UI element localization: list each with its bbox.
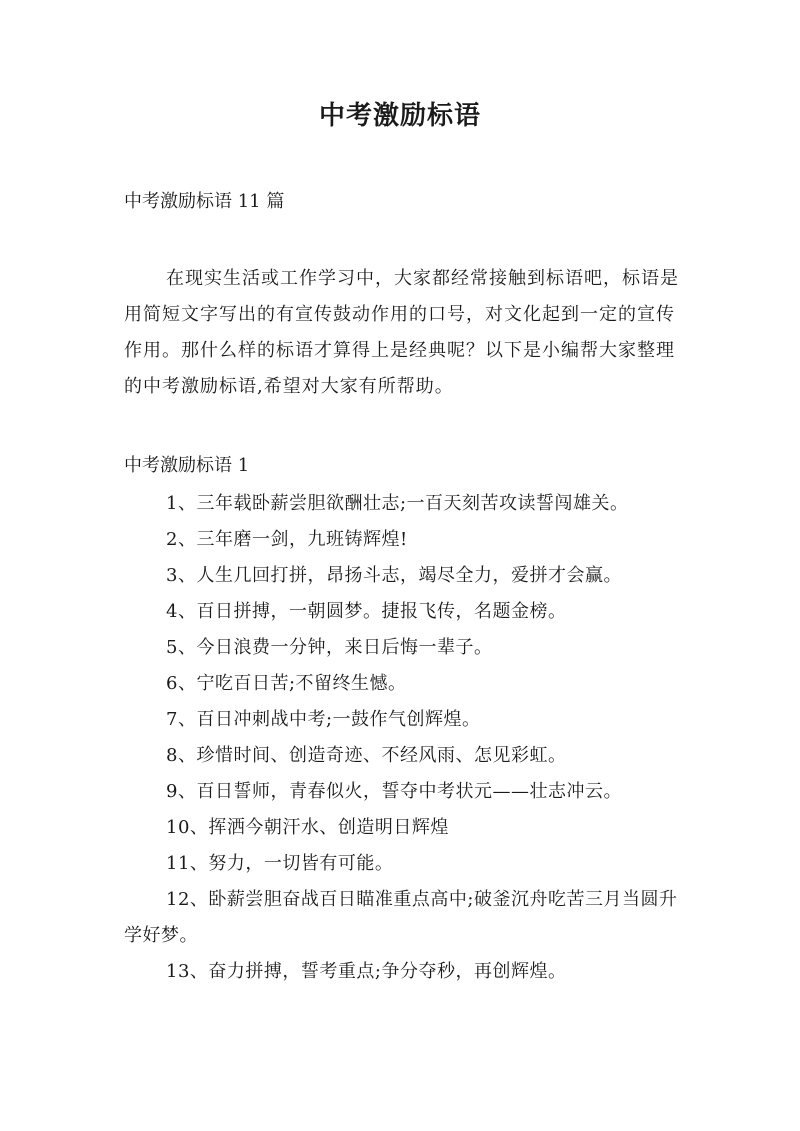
slogan-item: 9、百日誓师，青春似火，誓夺中考状元——壮志冲云。 — [166, 781, 622, 802]
document-subtitle: 中考激励标语 11 篇 — [124, 191, 285, 212]
slogan-item: 4、百日拼搏，一朝圆梦。捷报飞传，名题金榜。 — [166, 601, 567, 622]
section-heading: 中考激励标语 1 — [124, 455, 250, 476]
slogan-item: 3、人生几回打拼，昂扬斗志，竭尽全力，爱拼才会赢。 — [166, 565, 622, 586]
slogan-item: 12、卧薪尝胆奋战百日瞄准重点高中;破釜沉舟吃苦三月当圆升学好梦。 — [124, 889, 678, 946]
slogan-list — [124, 486, 686, 990]
document-title: 中考激励标语 — [318, 101, 481, 131]
slogan-item: 5、今日浪费一分钟，来日后悔一辈子。 — [166, 637, 493, 658]
slogan-item: 1、三年载卧薪尝胆欲酬壮志;一百天刻苦攻读誓闯雄关。 — [166, 493, 629, 514]
slogan-item: 8、珍惜时间、创造奇迹、不经风雨、怎见彩虹。 — [166, 745, 567, 766]
intro-paragraph: 在现实生活或工作学习中，大家都经常接触到标语吧，标语是用简短文字写出的有宣传鼓动作用的口号，对文化起到一定的宣传作用。那什么样的标语才算得上是经典呢？以下是小编帮大家整理的中考激励标语,希望对大家有所帮助。 — [124, 268, 679, 397]
slogan-item: 6、宁吃百日苦;不留终生憾。 — [166, 673, 407, 694]
slogan-item: 10、挥洒今朝汗水、创造明日辉煌 — [166, 817, 449, 838]
slogan-item: 2、三年磨一剑，九班铸辉煌! — [166, 529, 408, 550]
slogan-item: 7、百日冲刺战中考;一鼓作气创辉煌。 — [166, 709, 481, 730]
slogan-item: 11、努力，一切皆有可能。 — [166, 853, 394, 874]
slogan-item: 13、奋力拼搏，誓考重点;争分夺秒，再创辉煌。 — [166, 961, 567, 982]
